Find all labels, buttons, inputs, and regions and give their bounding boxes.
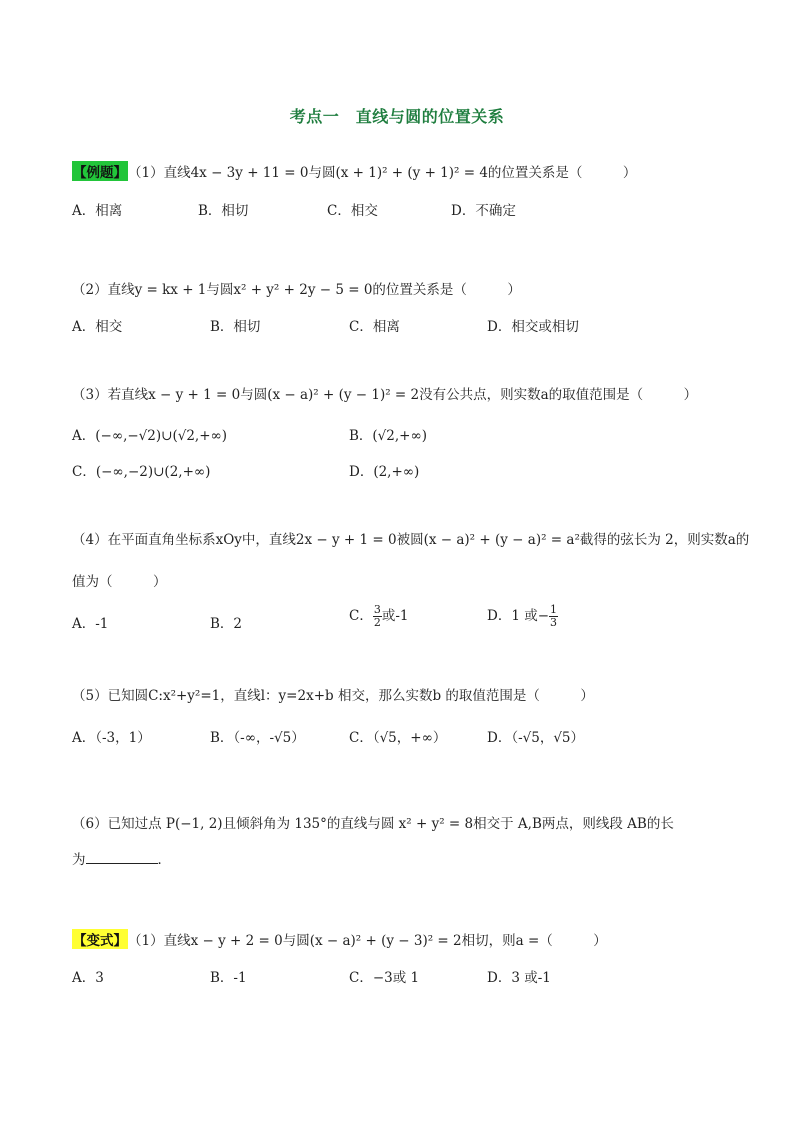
q3-option-c: C．(−∞,−2)∪(2,+∞) — [72, 464, 211, 480]
q5-stem: （5）已知圆C:x²+y²=1，直线l：y=2x+b 相交，那么实数b 的取值范围是（ ） — [72, 688, 594, 704]
q4-option-d-fraction — [549, 604, 558, 629]
page-title: 考点一 直线与圆的位置关系 — [289, 107, 505, 126]
fraction-denominator: 2 — [373, 616, 381, 629]
q3-option-b: B．(√2,+∞) — [349, 428, 427, 444]
q1-stem-text: （1）直线4x − 3y + 11 = 0与圆(x + 1)² + (y + 1)² = 4的位置关系是（ ） — [128, 165, 637, 181]
q4-stem-line2: 值为（ ） — [72, 574, 167, 590]
q1-option-c: C．相交 — [327, 203, 378, 219]
q4-option-d-label: D．1 或− — [487, 608, 550, 624]
q2-option-a: A．相交 — [72, 319, 123, 335]
example-tag: 【例题】 — [72, 161, 128, 181]
q4-option-a: A．-1 — [72, 616, 109, 632]
q5-option-d: D．（-√5，√5） — [487, 730, 585, 746]
q2-option-d: D．相交或相切 — [487, 319, 579, 335]
q3-option-a: A．(−∞,−√2)∪(√2,+∞) — [72, 428, 228, 444]
q4-option-c-fraction — [373, 604, 382, 629]
q6-stem-line2 — [72, 848, 171, 868]
v1-option-b: B．-1 — [210, 970, 247, 986]
q6-stem-line1: （6）已知过点 P(−1, 2)且倾斜角为 135°的直线与圆 x² + y² = 8相交于 A,B两点，则线段 AB的长 — [72, 816, 674, 832]
q4-option-b: B．2 — [210, 616, 243, 632]
q1-option-a: A．相离 — [72, 203, 123, 219]
q4-option-c — [349, 604, 409, 629]
v1-option-a: A．3 — [72, 970, 104, 986]
fraction-numerator: 3 — [373, 603, 381, 616]
answer-blank[interactable] — [86, 851, 158, 864]
fraction-numerator: 1 — [550, 603, 558, 616]
q6-line2-suffix: ． — [157, 852, 171, 868]
q1-option-b: B．相切 — [198, 203, 249, 219]
q3-stem: （3）若直线x − y + 1 = 0与圆(x − a)² + (y − 1)² = 2没有公共点，则实数a的取值范围是（ ） — [72, 387, 698, 403]
variant-tag: 【变式】 — [72, 929, 128, 949]
q2-stem: （2）直线y = kx + 1与圆x² + y² + 2y − 5 = 0的位置关系是（ ） — [72, 282, 521, 298]
q5-option-c: C．（√5，+∞） — [349, 730, 447, 746]
q5-option-a: A．（-3，1） — [72, 730, 151, 746]
q4-option-c-tail: 或-1 — [381, 608, 409, 624]
v1-option-d: D．3 或-1 — [487, 970, 551, 986]
v1-stem-text: （1）直线x − y + 2 = 0与圆(x − a)² + (y − 3)² = 2相切，则a =（ ） — [128, 933, 607, 949]
q2-option-c: C．相离 — [349, 319, 400, 335]
variant-q1-stem — [72, 929, 607, 949]
example-q1-stem — [72, 161, 636, 181]
q3-option-d: D．(2,+∞) — [349, 464, 420, 480]
q2-option-b: B．相切 — [210, 319, 261, 335]
q4-stem-line1: （4）在平面直角坐标系xOy中，直线2x − y + 1 = 0被圆(x − a)² + (y − a)² = a²截得的弦长为 2，则实数a的 — [72, 532, 750, 548]
q6-line2-prefix: 为 — [72, 852, 86, 868]
v1-option-c: C．−3或 1 — [349, 970, 420, 986]
q4-option-d — [487, 604, 558, 629]
q1-option-d: D．不确定 — [451, 203, 516, 219]
q4-option-c-label: C． — [349, 608, 373, 624]
q5-option-b: B．（-∞，-√5） — [210, 730, 305, 746]
fraction-denominator: 3 — [550, 616, 558, 629]
